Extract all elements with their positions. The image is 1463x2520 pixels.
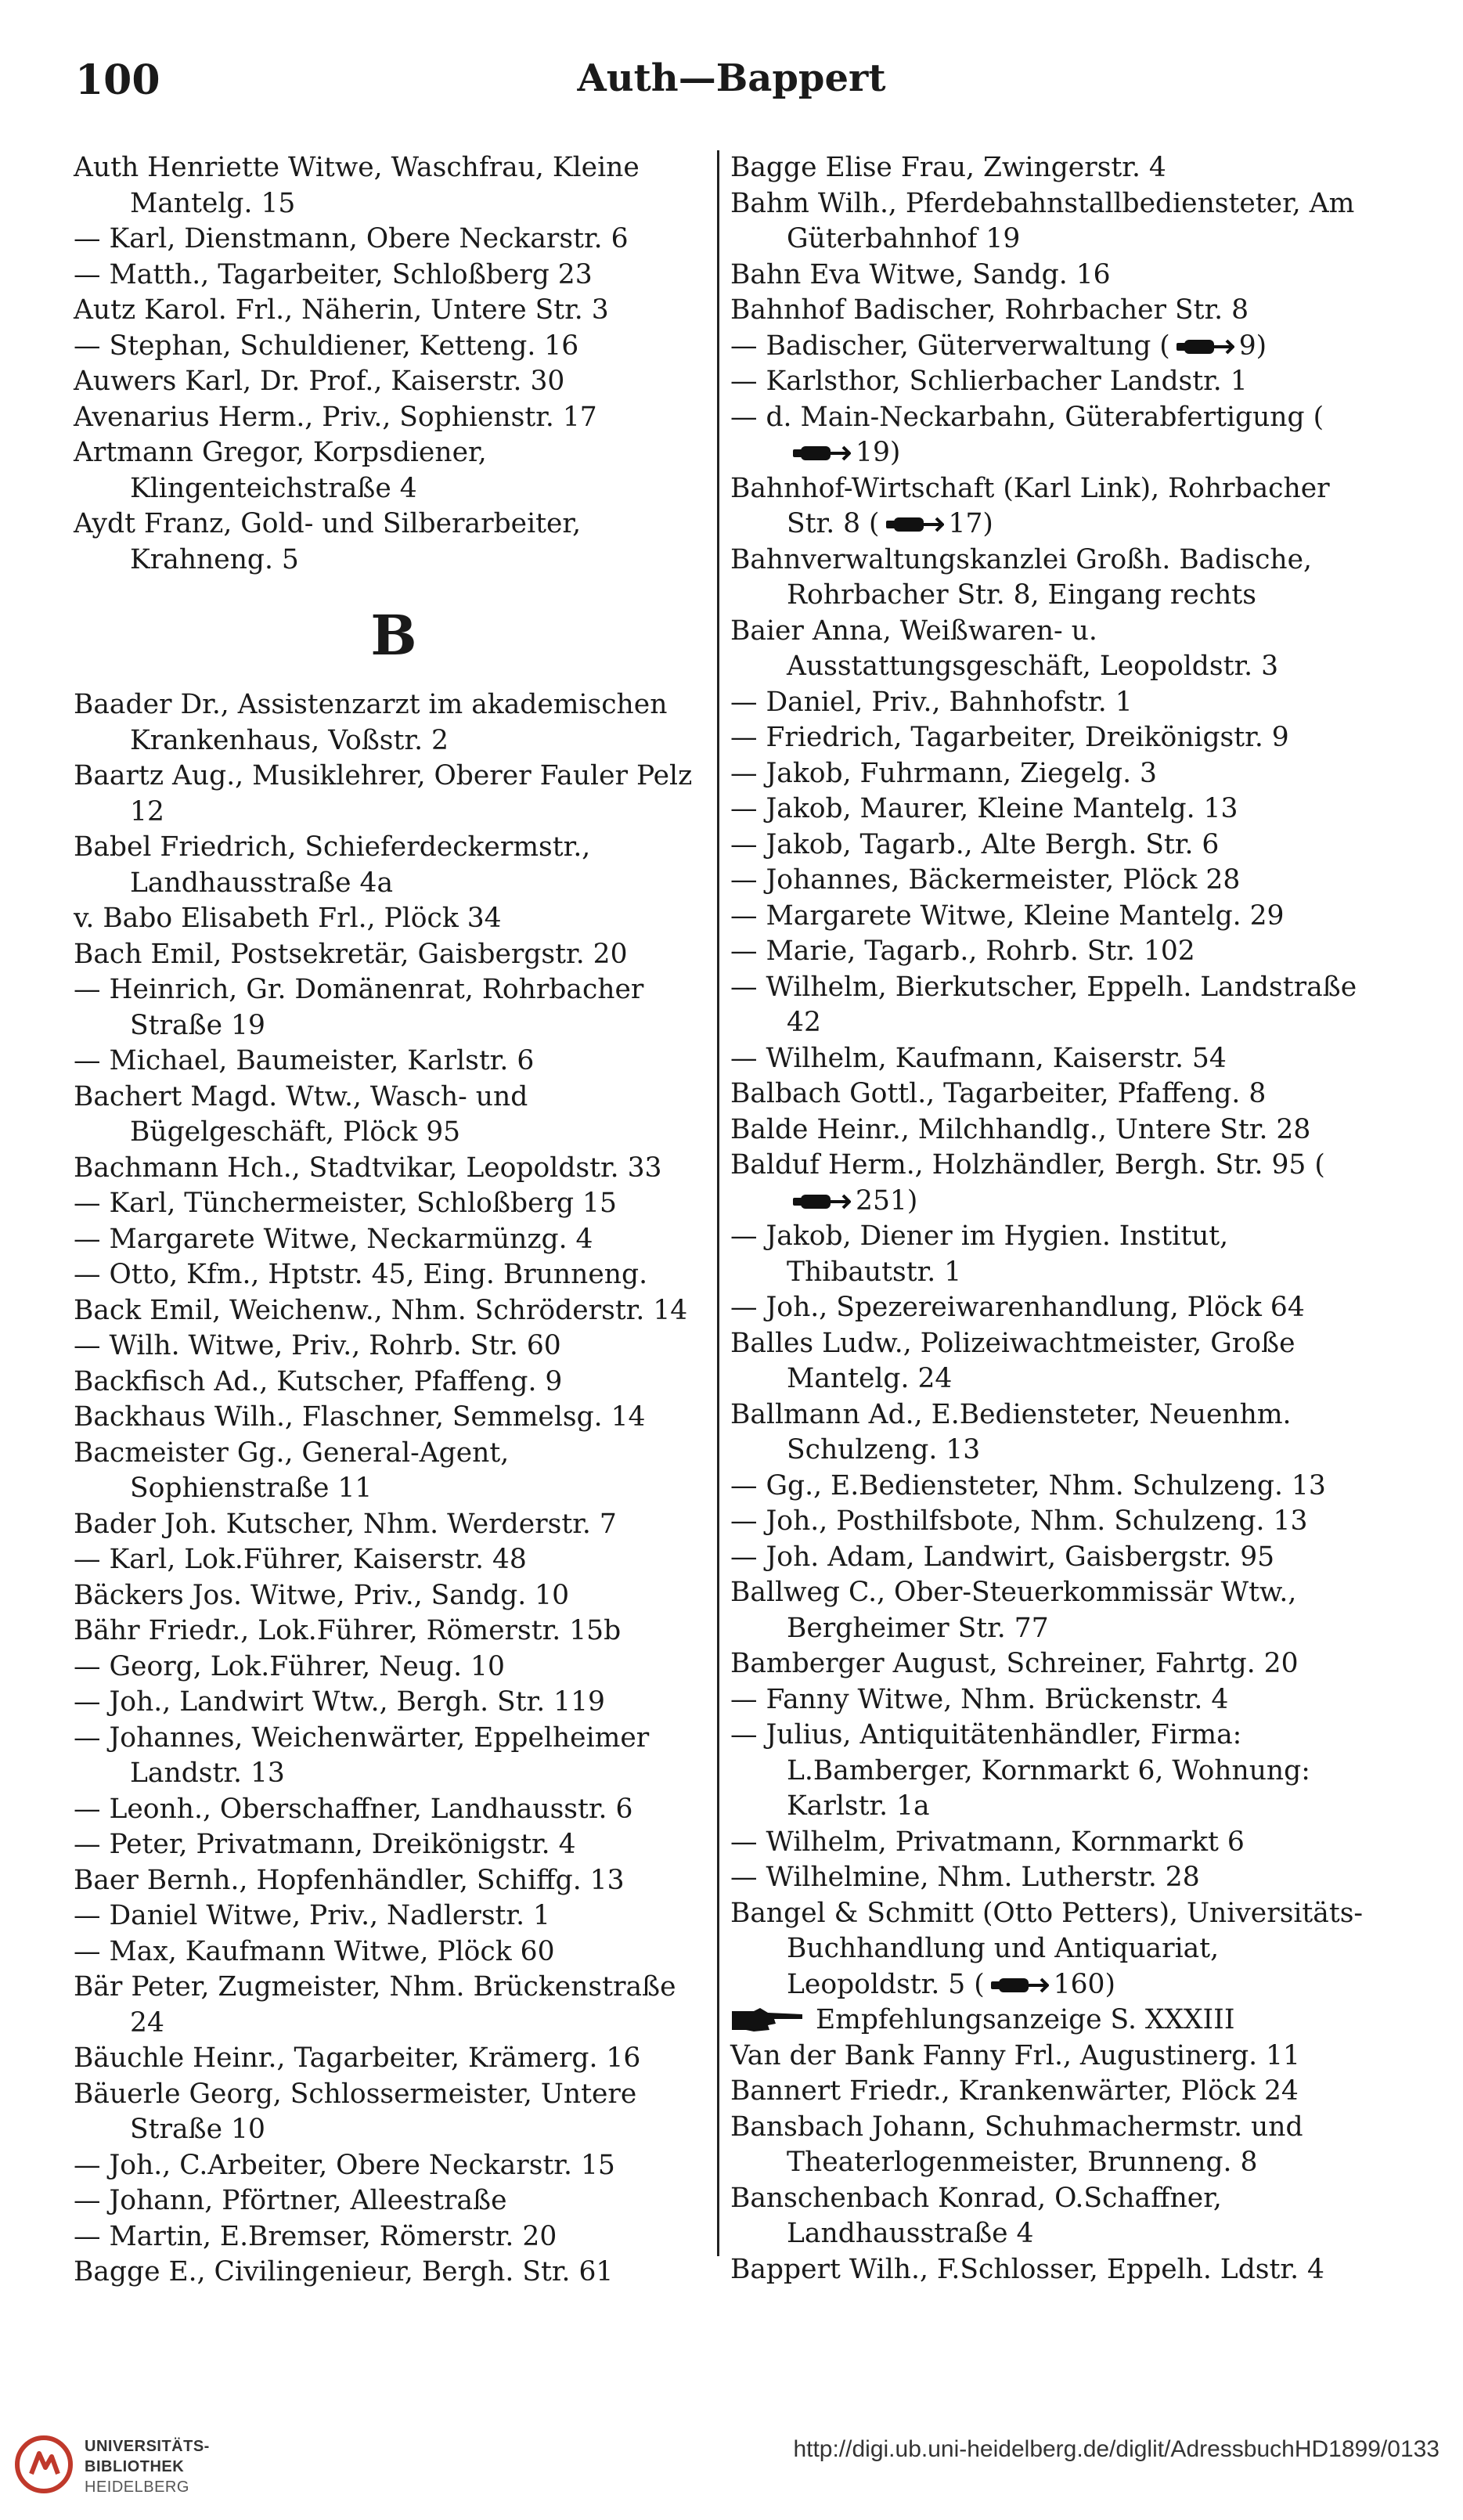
- entry-text: Jakob, Fuhrmann, Ziegelg. 3: [766, 757, 1158, 789]
- directory-entry: [74, 830, 714, 901]
- directory-entry: [730, 2110, 1372, 2181]
- directory-entry: [74, 759, 714, 830]
- phone-number: 17): [948, 508, 993, 539]
- entry-text: Bagge E., Civilingenieur, Bergh. Str. 61: [74, 2256, 614, 2287]
- directory-entry: [74, 364, 714, 400]
- directory-entry: [730, 1682, 1372, 1718]
- entry-text: Michael, Baumeister, Karlstr. 6: [109, 1045, 535, 1076]
- directory-entry: [730, 400, 1372, 471]
- entry-text: Karl, Dienstmann, Obere Neckarstr. 6: [109, 223, 629, 254]
- entry-text: Backhaus Wilh., Flaschner, Semmelsg. 14: [74, 1401, 646, 1433]
- directory-entry: [730, 1076, 1372, 1112]
- library-logo[interactable]: [13, 2428, 210, 2515]
- advertisement-notice: [730, 2003, 1372, 2039]
- entry-text: Bagge Elise Frau, Zwingerstr. 4: [730, 152, 1166, 183]
- directory-entry: [74, 293, 714, 329]
- entry-text: Matth., Tagarbeiter, Schloßberg 23: [109, 258, 593, 290]
- entry-text: Bahnhof Badischer, Rohrbacher Str. 8: [730, 294, 1249, 326]
- left-column: [74, 150, 714, 2291]
- entry-text: Margarete Witwe, Neckarmünzg. 4: [109, 1223, 593, 1255]
- entry-text: Wilhelm, Privatmann, Kornmarkt 6: [766, 1826, 1245, 1858]
- directory-entry: [74, 2183, 714, 2219]
- directory-entry: [730, 1718, 1372, 1825]
- directory-entry: [730, 364, 1372, 400]
- directory-entry: [74, 2148, 714, 2184]
- entry-text: Jakob, Diener im Hygien. Institut, Thibautstr. 1: [766, 1220, 1229, 1288]
- directory-entry: [74, 1257, 714, 1293]
- directory-entry: [730, 1397, 1372, 1469]
- entry-text: Bangel & Schmitt (Otto Petters), Universitäts-Buchhandlung und Antiquariat, Leopoldstr. 5 (: [730, 1897, 1364, 2000]
- entry-text: Georg, Lok.Führer, Neug. 10: [109, 1650, 505, 1682]
- source-url[interactable]: http://digi.ub.uni-heidelberg.de/diglit/AdressbuchHD1899/0133: [793, 2436, 1440, 2462]
- directory-entry: [730, 970, 1372, 1041]
- directory-entry: [730, 1148, 1372, 1219]
- directory-entry: [730, 934, 1372, 970]
- directory-entry: [730, 471, 1372, 543]
- entry-text: Friedrich, Tagarbeiter, Dreikönigstr. 9: [766, 722, 1289, 753]
- entry-text: Aydt Franz, Gold- und Silberarbeiter, Krahneng. 5: [74, 508, 582, 575]
- entry-text: Bäuchle Heinr., Tagarbeiter, Krämerg. 16: [74, 2042, 641, 2074]
- entry-text: Backfisch Ad., Kutscher, Pfaffeng. 9: [74, 1365, 563, 1397]
- directory-entry: [730, 1219, 1372, 1290]
- telephone-icon: [885, 514, 944, 535]
- entry-text: Bamberger August, Schreiner, Fahrtg. 20: [730, 1648, 1299, 1679]
- entry-text: Wilhelm, Bierkutscher, Eppelh. Landstraße 42: [766, 971, 1357, 1038]
- directory-entry: [730, 899, 1372, 935]
- right-column: [730, 150, 1372, 2287]
- directory-entry: [730, 1469, 1372, 1505]
- entry-text: Margarete Witwe, Kleine Mantelg. 29: [766, 899, 1285, 932]
- directory-entry: [74, 2255, 714, 2291]
- directory-entry: [74, 1507, 714, 1543]
- directory-entry: [730, 1112, 1372, 1148]
- entry-text: Baartz Aug., Musiklehrer, Oberer Fauler Pelz 12: [74, 760, 693, 827]
- directory-entry: [74, 937, 714, 973]
- telephone-icon: [1175, 337, 1234, 357]
- directory-entry: [74, 1721, 714, 1792]
- directory-entry: [74, 1044, 714, 1080]
- entry-text: Max, Kaufmann Witwe, Plöck 60: [109, 1935, 555, 1967]
- directory-entry: [730, 720, 1372, 756]
- directory-entry: [730, 150, 1372, 186]
- directory-entry: [74, 1649, 714, 1685]
- entry-text: Marie, Tagarb., Rohrb. Str. 102: [766, 936, 1195, 967]
- directory-entry: [74, 1222, 714, 1258]
- entry-text: Bär Peter, Zugmeister, Nhm. Brückenstraße 24: [74, 1971, 676, 2039]
- directory-entry: [730, 1326, 1372, 1397]
- directory-entry: [74, 1293, 714, 1329]
- entry-text: Back Emil, Weichenw., Nhm. Schröderstr. 14: [74, 1294, 688, 1326]
- entry-text: Wilhelmine, Nhm. Lutherstr. 28: [766, 1862, 1200, 1893]
- page-number: 100: [75, 56, 160, 104]
- entry-text: Bannert Friedr., Krankenwärter, Plöck 24: [730, 2075, 1299, 2107]
- directory-entry: [730, 1646, 1372, 1682]
- directory-entry: [730, 543, 1372, 614]
- entry-text: Bahnverwaltungskanzlei Großh. Badische, Rohrbacher Str. 8, Eingang rechts: [730, 543, 1312, 611]
- entry-text: Jakob, Maurer, Kleine Mantelg. 13: [766, 793, 1238, 824]
- directory-entry: [74, 972, 714, 1044]
- entry-text: Heinrich, Gr. Domänenrat, Rohrbacher Straße 19: [109, 974, 644, 1041]
- entry-text: Auwers Karl, Dr. Prof., Kaiserstr. 30: [74, 366, 565, 397]
- directory-entry: [730, 863, 1372, 899]
- directory-entry: [74, 222, 714, 258]
- entry-text: Baier Anna, Weißwaren- u. Ausstattungsgeschäft, Leopoldstr. 3: [730, 615, 1279, 682]
- entry-text: Bachmann Hch., Stadtvikar, Leopoldstr. 33: [74, 1152, 662, 1184]
- logo-line: UNIVERSITÄTS-: [85, 2438, 210, 2455]
- entry-text: Artmann Gregor, Korpsdiener, Klingenteichstraße 4: [74, 437, 487, 504]
- directory-entry: [74, 1436, 714, 1507]
- entry-text: Balduf Herm., Holzhändler, Bergh. Str. 95 (: [730, 1149, 1325, 1181]
- entry-text: d. Main-Neckarbahn, Güterabfertigung (: [766, 401, 1324, 433]
- telephone-icon: [791, 1192, 851, 1212]
- directory-entry: [730, 293, 1372, 329]
- directory-entry: [730, 1825, 1372, 1861]
- directory-entry: [730, 756, 1372, 792]
- entry-text: Baer Bernh., Hopfenhändler, Schiffg. 13: [74, 1864, 625, 1896]
- directory-entry: [74, 400, 714, 436]
- entry-text: Bahm Wilh., Pferdebahnstallbediensteter, Am Güterbahnhof 19: [730, 187, 1355, 254]
- entry-text: Ballmann Ad., E.Bediensteter, Neuenhm. Schulzeng. 13: [730, 1398, 1292, 1465]
- entry-text: Auth Henriette Witwe, Waschfrau, Kleine Mantelg. 15: [74, 152, 640, 219]
- entry-text: Ballweg C., Ober-Steuerkommissär Wtw., Bergheimer Str. 77: [730, 1577, 1297, 1644]
- directory-entry: [74, 1186, 714, 1222]
- directory-entry: [730, 1041, 1372, 1077]
- entry-text: Johannes, Bäckermeister, Plöck 28: [766, 864, 1241, 896]
- directory-entry: [74, 150, 714, 222]
- directory-entry: [730, 258, 1372, 294]
- directory-entry: [74, 1542, 714, 1578]
- entry-text: Leonh., Oberschaffner, Landhausstr. 6: [109, 1793, 633, 1825]
- telephone-icon: [791, 443, 851, 463]
- entry-text: Joh., Spezereiwarenhandlung, Plöck 64: [766, 1292, 1305, 1323]
- library-seal-icon: [13, 2433, 75, 2496]
- entry-text: Daniel, Priv., Bahnhofstr. 1: [766, 686, 1133, 718]
- directory-entry: [74, 1151, 714, 1187]
- entry-text: Joh., Landwirt Wtw., Bergh. Str. 119: [109, 1686, 606, 1718]
- directory-entry: [74, 1400, 714, 1436]
- entry-text: Van der Bank Fanny Frl., Augustinerg. 11: [730, 2039, 1300, 2071]
- directory-entry: [74, 2077, 714, 2148]
- column-divider: [717, 150, 719, 2256]
- logo-line: HEIDELBERG: [85, 2479, 189, 2496]
- directory-entry: [730, 827, 1372, 863]
- entry-text: Bahn Eva Witwe, Sandg. 16: [730, 258, 1111, 290]
- entry-text: Autz Karol. Frl., Näherin, Untere Str. 3: [74, 294, 609, 326]
- logo-line: BIBLIOTHEK: [85, 2458, 185, 2475]
- entry-text: Babel Friedrich, Schieferdeckermstr., Landhausstraße 4a: [74, 831, 591, 899]
- entry-text: Otto, Kfm., Hptstr. 45, Eing. Brunneng.: [109, 1259, 648, 1290]
- entry-text: Wilh. Witwe, Priv., Rohrb. Str. 60: [109, 1330, 561, 1361]
- page-header: [0, 56, 1463, 103]
- directory-entry: [74, 1863, 714, 1899]
- entry-text: Bahnhof-Wirtschaft (Karl Link), Rohrbacher Str. 8 (: [730, 472, 1330, 539]
- telephone-icon: [989, 1975, 1049, 1995]
- directory-entry: [74, 687, 714, 759]
- entry-text: Karl, Tünchermeister, Schloßberg 15: [109, 1188, 617, 1219]
- entry-text: Karlsthor, Schlierbacher Landstr. 1: [766, 366, 1248, 397]
- entry-text: Bähr Friedr., Lok.Führer, Römerstr. 15b: [74, 1615, 622, 1646]
- advertisement-text: Empfehlungsanzeige S. XXXIII: [816, 2004, 1235, 2035]
- entry-text: Jakob, Tagarb., Alte Bergh. Str. 6: [766, 828, 1220, 860]
- directory-entry: [74, 258, 714, 294]
- entry-text: Joh., Posthilfsbote, Nhm. Schulzeng. 13: [766, 1505, 1308, 1537]
- directory-entry: [730, 1575, 1372, 1646]
- directory-entry: [730, 2039, 1372, 2075]
- directory-entry: [74, 901, 714, 937]
- directory-entry: [74, 1578, 714, 1614]
- footer: [0, 2419, 1463, 2520]
- entry-text: Stephan, Schuldiener, Ketteng. 16: [109, 330, 579, 362]
- phone-number: 19): [856, 437, 901, 468]
- directory-entry: [74, 1898, 714, 1934]
- directory-entry: [74, 1792, 714, 1828]
- entry-text: Avenarius Herm., Priv., Sophienstr. 17: [74, 401, 597, 433]
- directory-entry: [730, 1896, 1372, 2003]
- directory-entry: [74, 2041, 714, 2077]
- directory-entry: [730, 614, 1372, 685]
- entry-text: Bappert Wilh., F.Schlosser, Eppelh. Ldstr. 4: [730, 2253, 1324, 2285]
- entry-text: Fanny Witwe, Nhm. Brückenstr. 4: [766, 1683, 1229, 1715]
- directory-entry: [730, 1540, 1372, 1576]
- entry-text: Bachert Magd. Wtw., Wasch- und Bügelgeschäft, Plöck 95: [74, 1080, 528, 1148]
- directory-entry: [74, 329, 714, 365]
- entry-text: Baader Dr., Assistenzarzt im akademischen Krankenhaus, Voßstr. 2: [74, 689, 668, 756]
- entry-text: Johannes, Weichenwärter, Eppelheimer Landstr. 13: [109, 1721, 650, 1789]
- entry-text: Bader Joh. Kutscher, Nhm. Werderstr. 7: [74, 1508, 617, 1540]
- entry-text: Banschenbach Konrad, O.Schaffner, Landhausstraße 4: [730, 2182, 1222, 2249]
- entry-text: Balles Ludw., Polizeiwachtmeister, Große Mantelg. 24: [730, 1327, 1295, 1394]
- directory-entry: [74, 1934, 714, 1970]
- directory-entry: [74, 1365, 714, 1401]
- directory-entry: [74, 1328, 714, 1365]
- directory-entry: [74, 2219, 714, 2255]
- entry-text: Balbach Gottl., Tagarbeiter, Pfaffeng. 8: [730, 1078, 1267, 1109]
- entry-text: Gg., E.Bediensteter, Nhm. Schulzeng. 13: [766, 1469, 1326, 1502]
- letter-heading: B: [370, 603, 417, 668]
- entry-text: Balde Heinr., Milchhandlg., Untere Str. 28: [730, 1113, 1311, 1145]
- directory-entry: [730, 791, 1372, 827]
- directory-entry: [730, 1860, 1372, 1896]
- entry-text: Bansbach Johann, Schuhmachermstr. und Theaterlogenmeister, Brunneng. 8: [730, 2111, 1303, 2178]
- directory-entry: [730, 2252, 1372, 2288]
- entry-text: Joh., C.Arbeiter, Obere Neckarstr. 15: [109, 2149, 615, 2181]
- directory-entry: [74, 435, 714, 507]
- entry-text: Bacmeister Gg., General-Agent, Sophienstraße 11: [74, 1437, 510, 1504]
- entry-text: Peter, Privatmann, Dreikönigstr. 4: [109, 1829, 576, 1860]
- directory-entry: [730, 186, 1372, 258]
- entry-text: Daniel Witwe, Priv., Nadlerstr. 1: [109, 1900, 550, 1931]
- phone-number: 160): [1053, 1968, 1115, 2000]
- directory-entry: [74, 1827, 714, 1863]
- entry-text: Martin, E.Bremser, Römerstr. 20: [109, 2220, 557, 2252]
- directory-entry: [74, 1613, 714, 1649]
- entry-text: Johann, Pförtner, Alleestraße: [109, 2185, 507, 2216]
- entry-text: Wilhelm, Kaufmann, Kaiserstr. 54: [766, 1042, 1227, 1074]
- directory-entry: [74, 1685, 714, 1721]
- entry-text: Julius, Antiquitätenhändler, Firma: L.Bamberger, Kornmarkt 6, Wohnung: Karlstr. 1a: [766, 1719, 1310, 1822]
- entry-text: Karl, Lok.Führer, Kaiserstr. 48: [109, 1544, 527, 1575]
- entry-text: Joh. Adam, Landwirt, Gaisbergstr. 95: [766, 1541, 1275, 1573]
- directory-entry: [74, 507, 714, 578]
- directory-entry: [730, 2074, 1372, 2110]
- directory-entry: [74, 1970, 714, 2041]
- entry-text: v. Babo Elisabeth Frl., Plöck 34: [74, 903, 502, 934]
- running-head: Auth—Bappert: [577, 56, 886, 100]
- directory-entry: [74, 1080, 714, 1151]
- directory-entry: [730, 329, 1372, 365]
- phone-number: 9): [1238, 330, 1267, 362]
- entry-text: Badischer, Güterverwaltung (: [766, 330, 1170, 362]
- entry-text: Bäuerle Georg, Schlossermeister, Untere Straße 10: [74, 2078, 637, 2145]
- pointing-hand-icon: [730, 2006, 805, 2033]
- directory-entry: [730, 1290, 1372, 1326]
- phone-number: 251): [856, 1184, 918, 1217]
- directory-entry: [730, 2181, 1372, 2252]
- directory-entry: [730, 1504, 1372, 1540]
- entry-text: Bäckers Jos. Witwe, Priv., Sandg. 10: [74, 1579, 570, 1611]
- entry-text: Bach Emil, Postsekretär, Gaisbergstr. 20: [74, 938, 628, 970]
- directory-entry: [730, 685, 1372, 721]
